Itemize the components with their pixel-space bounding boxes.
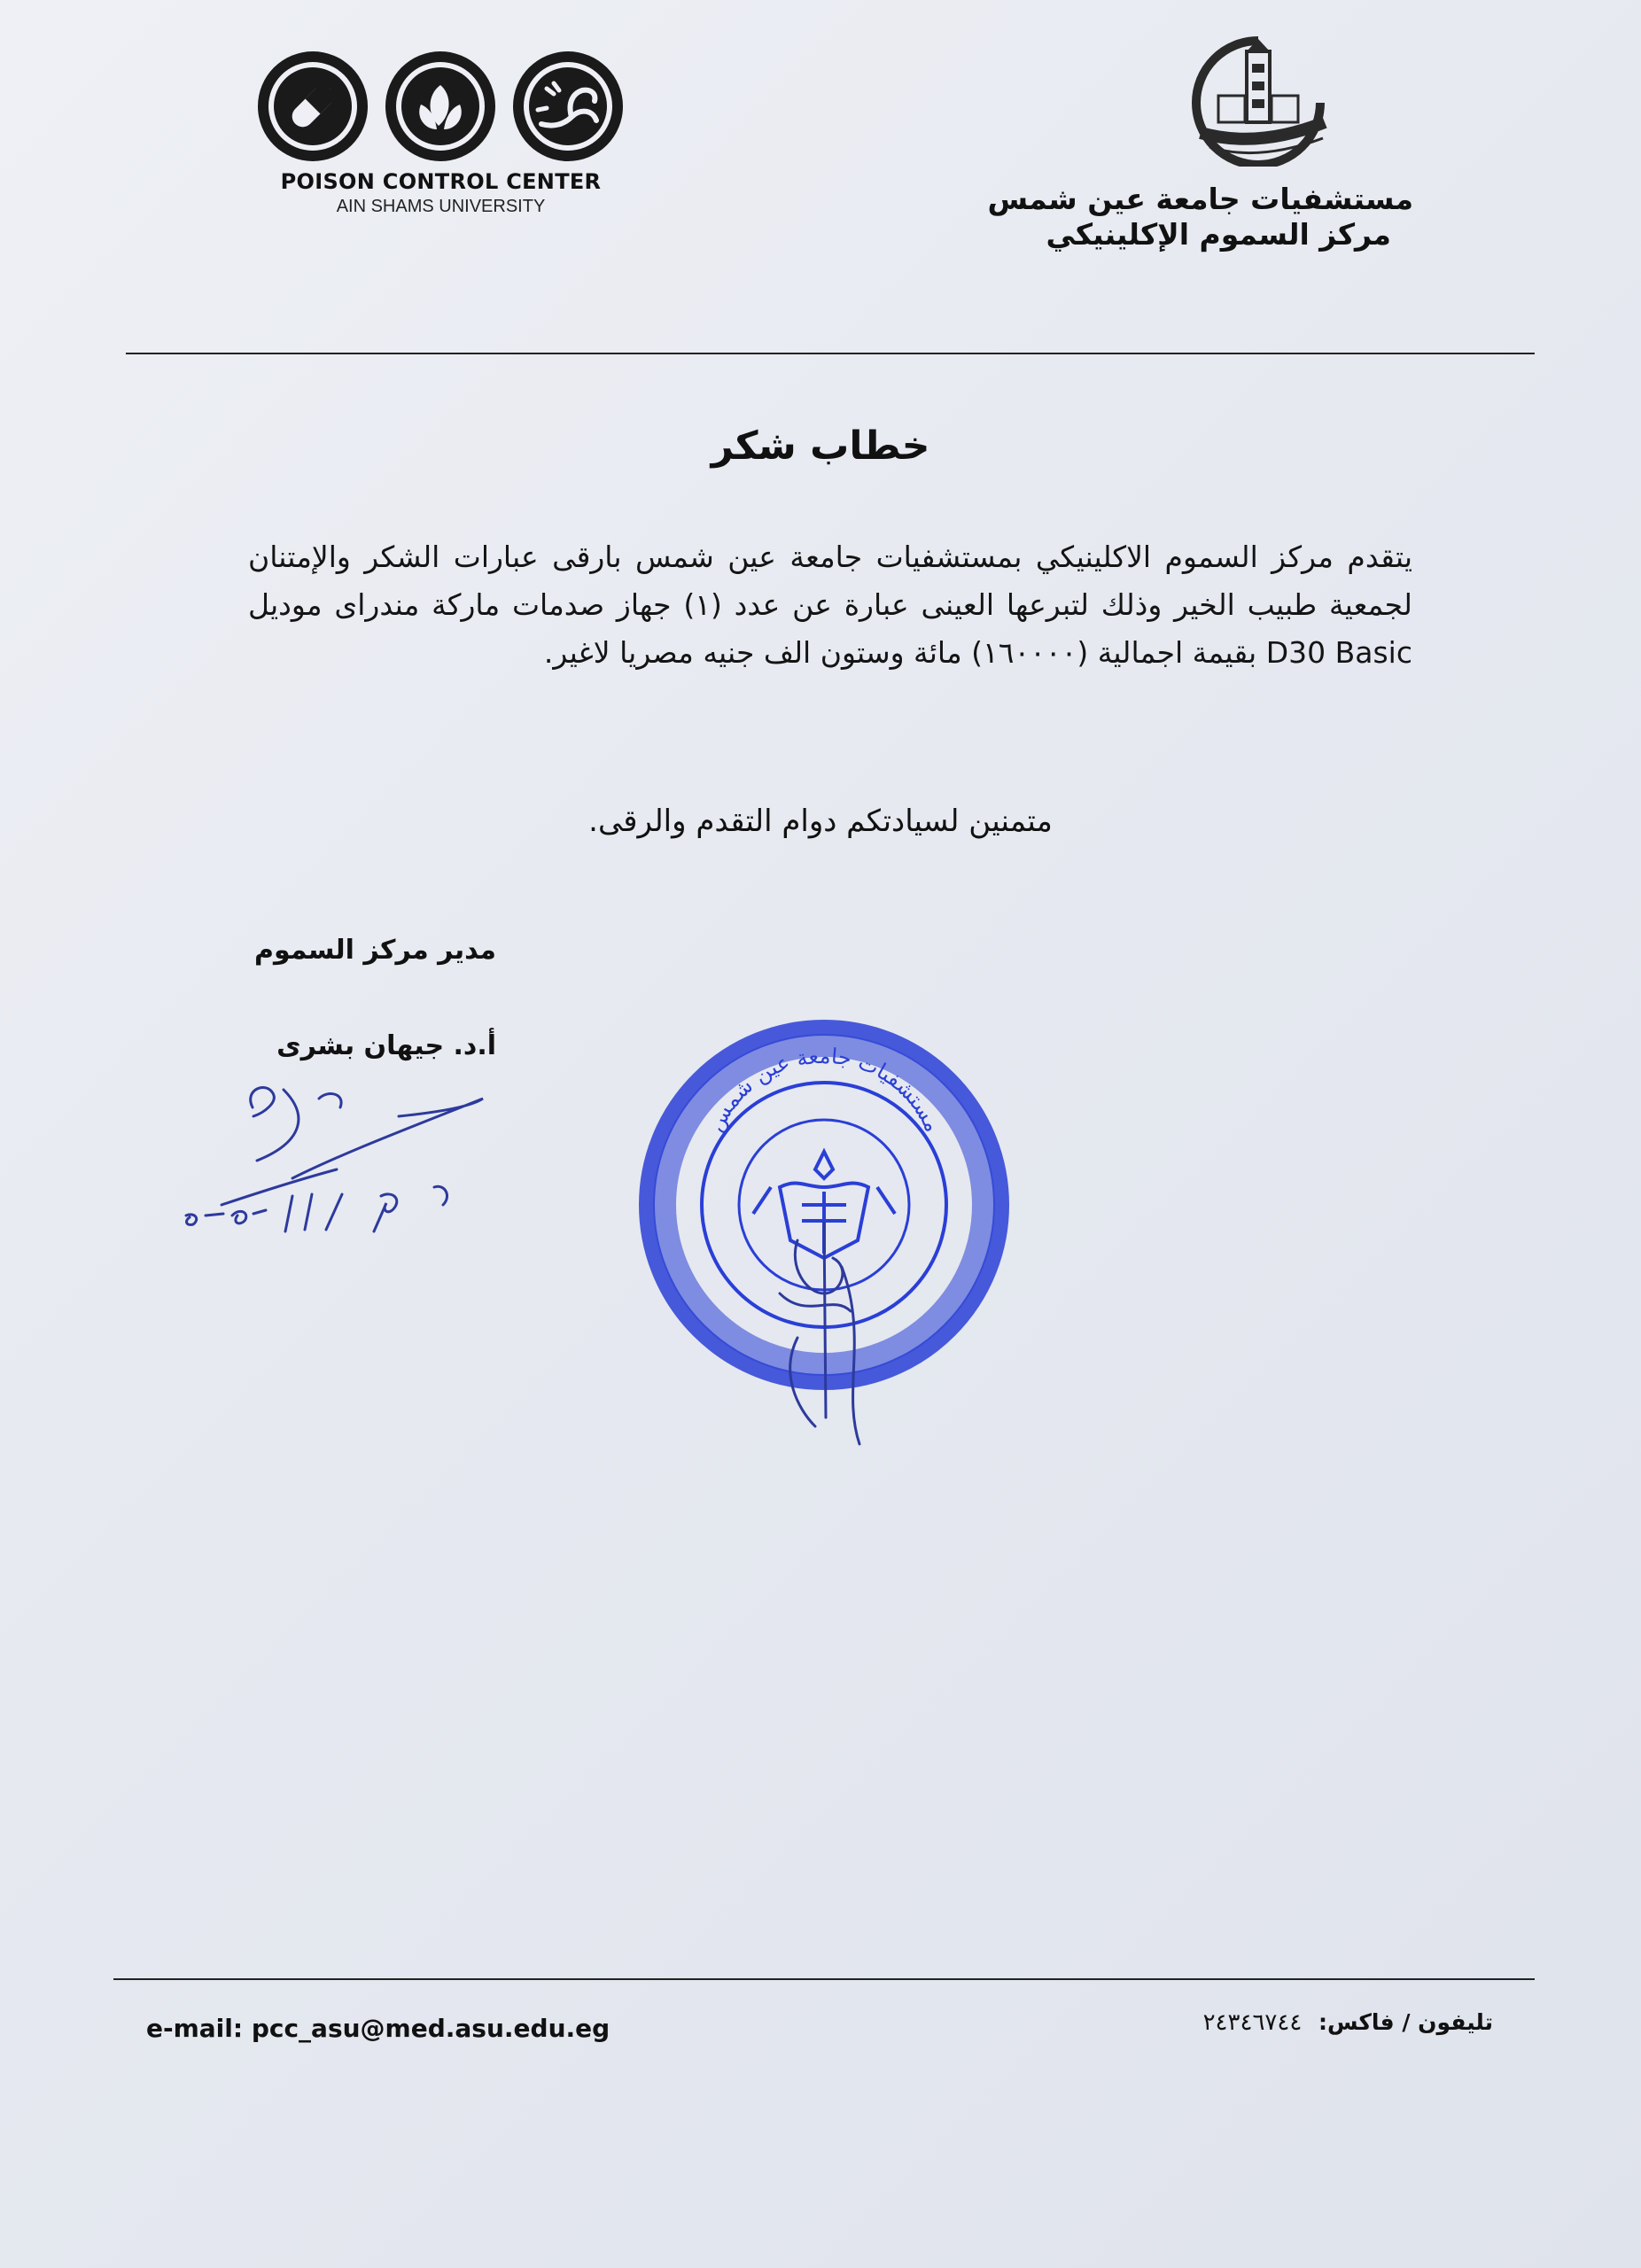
pcc-logo-title: POISON CONTROL CENTER: [280, 169, 602, 194]
footer-divider: [113, 1978, 1535, 1980]
letter-closing: متمنين لسيادتكم دوام التقدم والرقى.: [588, 804, 1053, 839]
center-name: مركز السموم الإكلينيكي: [1046, 217, 1391, 252]
footer-email: e-mail: pcc_asu@med.asu.edu.eg: [146, 2014, 611, 2043]
pcc-logo-subtitle: AIN SHAMS UNIVERSITY: [336, 197, 546, 216]
poison-control-center-logo: [253, 43, 629, 229]
official-stamp: [620, 1001, 1028, 1462]
pill-icon: [258, 51, 368, 161]
footer-phone-number: ٢٤٣٤٦٧٤٤: [1202, 2009, 1303, 2036]
handwritten-signature: [168, 1063, 505, 1267]
letter-title: خطاب شكر: [711, 423, 930, 469]
signer-name: أ.د. جيهان بشرى: [276, 1030, 496, 1061]
footer-phone-label: تليفون / فاكس:: [1318, 2009, 1493, 2035]
leaves-icon: [385, 51, 495, 161]
hospital-name: مستشفيات جامعة عين شمس: [987, 182, 1413, 216]
letter-body: يتقدم مركز السموم الاكلينيكي بمستشفيات جامعة عين شمس بارقى عبارات الشكر والإمتنان لجمعية طبيب الخير وذلك لتبرعها العينى عبارة عن عدد (١) جهاز صدمات ماركة مندراى موديل D30 Basic بقيمة اجمالية (١٦٠٠٠٠) مائة وستون الف جنيه مصريا لاغير.: [248, 540, 1412, 670]
pcc-logo-circles: [253, 43, 629, 171]
footer-phone: [1019, 2009, 1493, 2036]
scorpion-icon: [513, 51, 623, 161]
stamp-text: مستشفيات جامعة عين شمس: [703, 1043, 945, 1136]
ain-shams-hospitals-emblem: [1174, 34, 1342, 167]
signer-title: مدير مركز السموم: [253, 935, 496, 966]
header-divider: [126, 353, 1535, 354]
